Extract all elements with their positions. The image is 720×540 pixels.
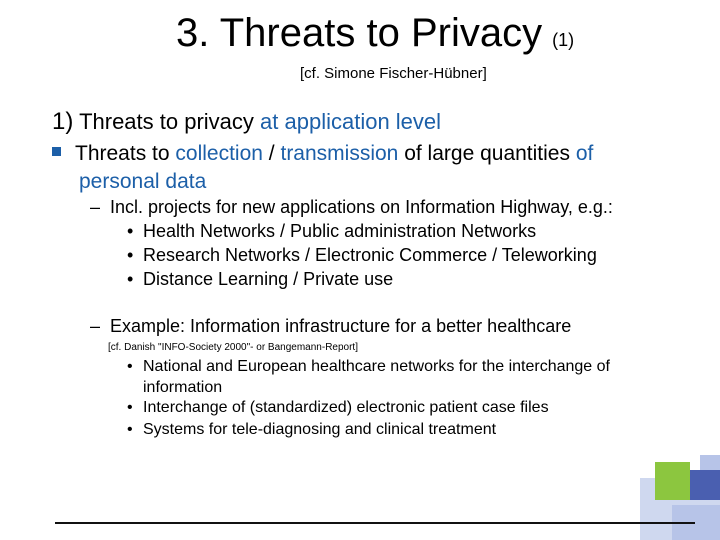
title-suffix: (1) [552, 30, 575, 50]
bullet-part-5: of large quantities [404, 142, 570, 165]
deco-lightblue-square [700, 455, 720, 470]
bullet-dot-icon: • [127, 358, 133, 375]
square-bullet-icon [52, 147, 61, 156]
report-citation: [cf. Danish "INFO-Society 2000"- or Bangemann-Report] [108, 342, 358, 353]
sub-item-text: Research Networks / Electronic Commerce / Teleworking [143, 245, 597, 265]
level-text-blue: at application level [260, 109, 442, 134]
author-citation: [cf. Simone Fischer-Hübner] [300, 65, 487, 82]
deco-green-square [655, 462, 690, 500]
bullet-dot-icon: • [127, 399, 133, 416]
dash-text: Example: Information infrastructure for a better healthcare [110, 316, 572, 336]
sub-item-text: Distance Learning / Private use [143, 269, 394, 289]
dash-text: Incl. projects for new applications on Information Highway, e.g.: [110, 197, 613, 217]
slide-title [176, 8, 574, 65]
sub-item [127, 421, 496, 439]
bullet-part-7: personal data [79, 170, 207, 193]
sub-item-text: Health Networks / Public administration Networks [143, 221, 537, 241]
sub-item-text-continued: information [143, 379, 223, 396]
sub-item [127, 356, 610, 398]
bullet-dot-icon: • [127, 421, 133, 438]
dash-item-example [90, 316, 571, 337]
main-bullet [52, 140, 593, 196]
bullet-part-2: collection [175, 142, 263, 165]
sub-item [127, 221, 536, 242]
sub-item [127, 399, 549, 417]
dash-item-projects [90, 197, 613, 218]
bullet-dot-icon: • [127, 269, 134, 289]
bottom-rule [55, 522, 695, 524]
level-heading [52, 108, 441, 136]
sub-item-text: Systems for tele-diagnosing and clinical treatment [143, 421, 497, 438]
level-text-plain: Threats to privacy [79, 109, 254, 134]
sub-item-text: National and European healthcare networks for the interchange of [143, 358, 610, 375]
bullet-part-4: transmission [280, 142, 399, 165]
sub-item-text: Interchange of (standardized) electronic patient case files [143, 399, 549, 416]
dash-icon: – [90, 316, 111, 336]
sub-item [127, 245, 597, 266]
bullet-part-6: of [575, 142, 594, 165]
sub-item [127, 269, 393, 290]
deco-blue-square [690, 470, 720, 500]
title-main: 3. Threats to Privacy [176, 11, 543, 55]
level-number: 1) [52, 108, 74, 135]
bullet-part-1: Threats to [75, 142, 170, 165]
bullet-dot-icon: • [127, 245, 134, 265]
bullet-dot-icon: • [127, 221, 134, 241]
dash-icon: – [90, 197, 111, 217]
bullet-part-3: / [268, 142, 275, 165]
